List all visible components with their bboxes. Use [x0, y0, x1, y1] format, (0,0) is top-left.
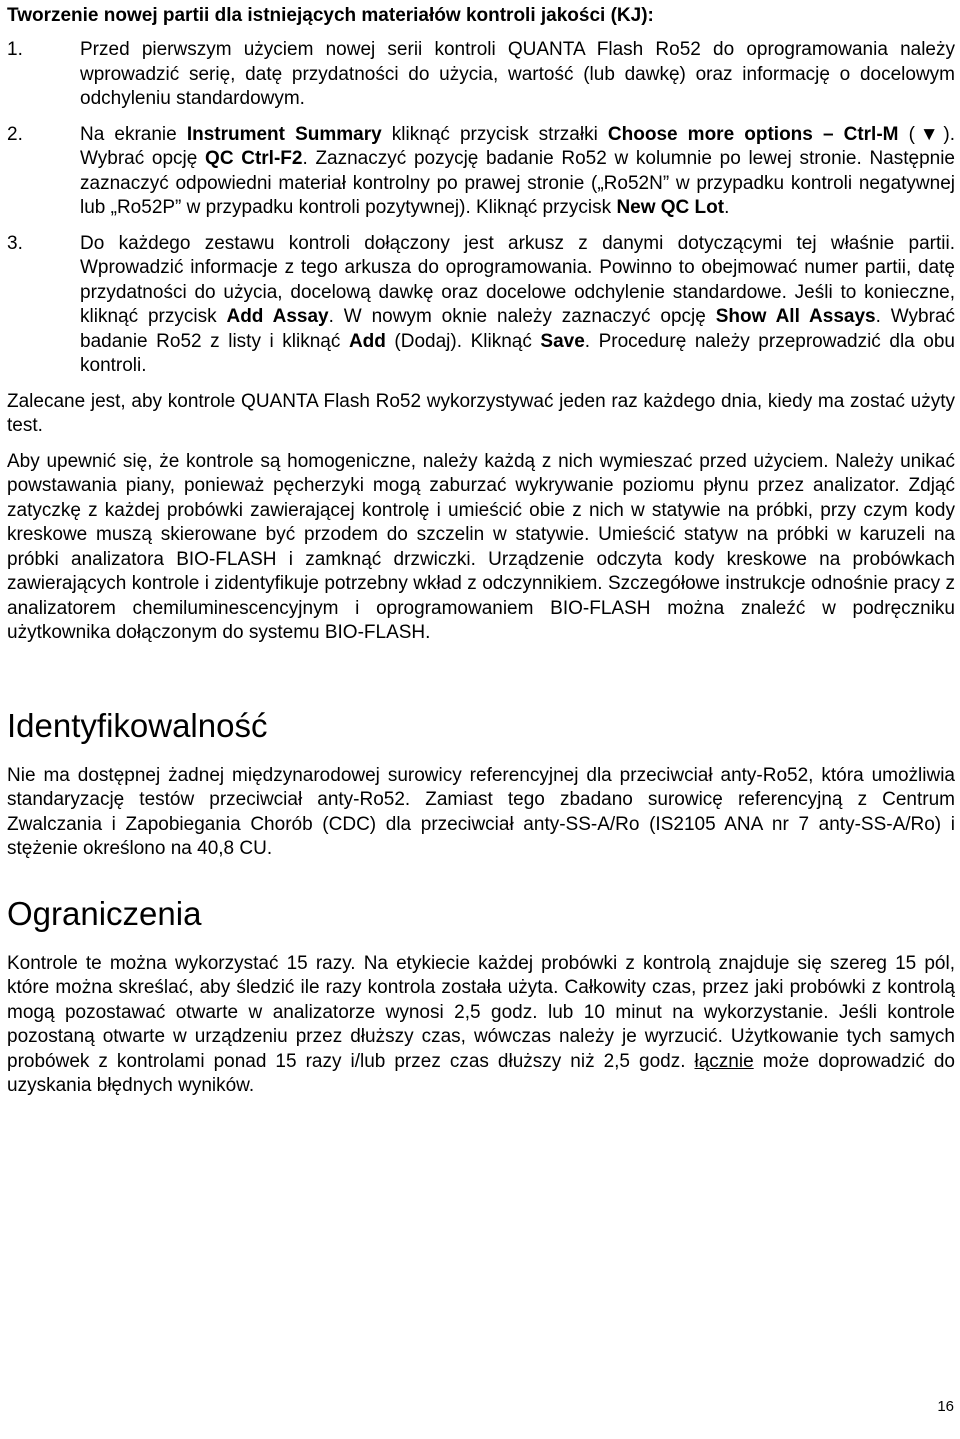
ui-term: Add Assay — [226, 306, 329, 327]
ui-term: Show All Assays — [715, 306, 876, 327]
step-3 — [7, 232, 955, 379]
ui-term: QC Ctrl-F2 — [205, 148, 303, 169]
ui-term: Save — [540, 330, 585, 352]
section-title: Tworzenie nowej partii dla istniejących materiałów kontroli jakości (KJ): — [7, 5, 654, 26]
steps-list — [7, 38, 955, 379]
paragraph-daily-use: Zalecane jest, aby kontrole QUANTA Flash Ro52 wykorzystywać jeden raz każdego dnia, kiedy ma zostać użyty test. — [7, 390, 955, 436]
step-number: 3. — [7, 232, 23, 254]
step-2 — [7, 123, 955, 221]
ui-term: New QC Lot — [616, 197, 725, 218]
ui-term: Add — [348, 330, 386, 352]
paragraph-identyfikowalnosc: Nie ma dostępnej żadnej międzynarodowej surowicy referencyjnej dla przeciwciał anty-Ro52, która umożliwia standaryzację testów przeciwciał anty-Ro52. Zamiast tego zbadano surowicę referencyjną z Centrum Zwalczania i Zapobiegania Chorób (CDC) dla przeciwciał anty-SS-A/Ro (IS2105 ANA nr 7 anty-SS-A/Ro) i stężenie określono na 40,8 CU. — [7, 764, 955, 859]
underlined-term: łącznie — [694, 1050, 754, 1072]
step-text: Przed pierwszym użyciem nowej serii kontroli QUANTA Flash Ro52 do oprogramowania należy wprowadzić serię, datę przydatności do użycia, wartość (lub dawkę) oraz informację o docelowym odchyleniu standardowym. — [80, 39, 955, 109]
document-page — [7, 0, 955, 1110]
paragraph-ograniczenia: Kontrole te można wykorzystać 15 razy. Na etykiecie każdej probówki z kontrolą znajduje się szereg 15 pól, które można skreślać, aby śledzić ile razy kontrola została użyta. Całkowity czas, przez jaki probówki z kontrolą mogą pozostawać otwarte w analizatorze wynosi 2,5 godz. lub 10 minut na wykorzystanie. Jeśli kontrole pozostaną otwarte w urządzeniu przez dłuższy czas, wówczas należy je wyrzucić. Użytkowanie tych samych probówek z kontrolami ponad 15 razy i/lub przez czas dłuższy niż 2,5 godz. łącznie może doprowadzić do uzyskania błędnych wyników. — [7, 952, 955, 1096]
ui-term: Instrument Summary — [186, 123, 382, 145]
paragraph-mixing: Aby upewnić się, że kontrole są homogeniczne, należy każdą z nich wymieszać przed użyciem. Należy unikać powstawania piany, ponieważ pęcherzyki mogą zaburzać wykrywanie poziomu płynu przez analizator. Zdjąć zatyczkę z każdej probówki zawierającej kontrolę i umieścić obie z nich w statywie na próbki, przy czym kody kreskowe muszą skierowane być przodem do szczelin w statywie. Umieścić statyw na próbki w karuzeli na próbki analizatora BIO-FLASH i zamknąć drzwiczki. Urządzenie odczyta kody kreskowe na probówkach zawierających kontrole i zidentyfikuje potrzebny wkład z odczynnikiem. Szczegółowe instrukcje odnośnie pracy z analizatorem chemiluminescencyjnym i oprogramowaniem BIO-FLASH można znaleźć w podręczniku użytkownika dołączonym do systemu BIO-FLASH. — [7, 450, 955, 643]
step-number: 1. — [7, 39, 23, 60]
page-number: 16 — [937, 1398, 954, 1415]
ui-term: Choose more options – Ctrl-M — [607, 123, 899, 145]
step-text: Na ekranie Instrument Summary kliknąć przycisk strzałki Choose more options – Ctrl-M (▼). Wybrać opcję QC Ctrl-F2. Zaznaczyć pozycję badanie Ro52 w kolumnie po lewej stronie. Następnie zaznaczyć odpowiedni materiał kontrolny po prawej stronie („Ro52N” w przypadku kontroli negatywnej lub „Ro52P” w przypadku kontroli pozytywnej). Kliknąć przycisk New QC Lot. — [80, 123, 955, 218]
step-number: 2. — [7, 123, 23, 145]
step-1 — [7, 38, 955, 112]
step-text: Do każdego zestawu kontroli dołączony jest arkusz z danymi dotyczącymi tej właśnie partii. Wprowadzić informacje z tego arkusza do oprogramowania. Powinno to obejmować numer partii, datę przydatności do użycia, docelową dawkę oraz docelowe odchylenie standardowe. Jeśli to konieczne, kliknąć przycisk Add Assay. W nowym oknie należy zaznaczyć opcję Show All Assays. Wybrać badanie Ro52 z listy i kliknąć Add (Dodaj). Kliknąć Save. Procedurę należy przeprowadzić dla obu kontroli. — [80, 232, 956, 376]
heading-identyfikowalnosc: Identyfikowalność — [7, 706, 268, 744]
heading-ograniczenia: Ograniczenia — [7, 894, 202, 932]
